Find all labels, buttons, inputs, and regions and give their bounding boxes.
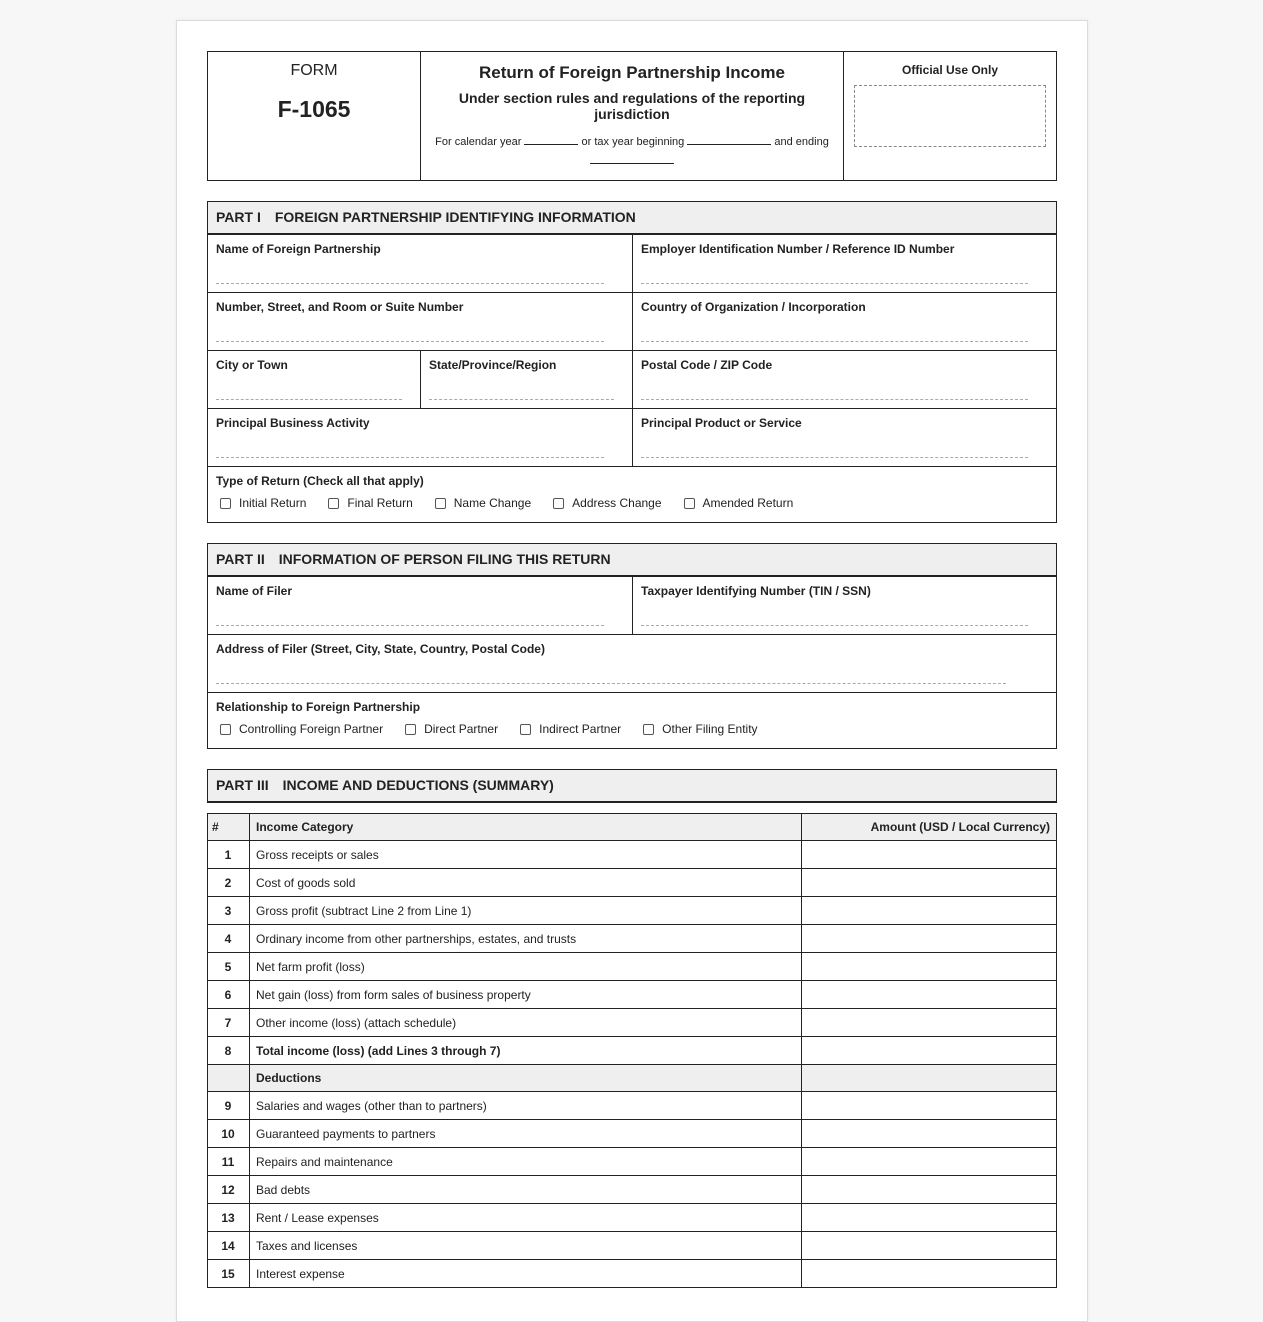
- part-1: [207, 201, 1057, 523]
- part-2-label: PART II: [216, 551, 265, 567]
- line-number: 4: [208, 925, 250, 953]
- postal-line: [641, 399, 1028, 400]
- amount-field[interactable]: [802, 1120, 1057, 1148]
- relationship-other[interactable]: [643, 722, 757, 736]
- partnership-name-field[interactable]: [208, 235, 632, 292]
- state-label: State/Province/Region: [429, 358, 557, 372]
- checkbox[interactable]: [553, 498, 564, 509]
- table-row: [208, 1232, 1057, 1260]
- table-row: [208, 981, 1057, 1009]
- amount-field: [802, 1065, 1057, 1092]
- col-num-header: #: [208, 814, 250, 841]
- form-number: F-1065: [277, 96, 351, 122]
- section-row: [208, 1065, 1057, 1092]
- return-type-name-change[interactable]: [435, 496, 531, 510]
- part-1-row-activity: [208, 409, 1056, 467]
- part-3: [207, 769, 1057, 803]
- amount-field[interactable]: [802, 1204, 1057, 1232]
- relationship-options: [216, 722, 1048, 736]
- form-title-box: [421, 52, 844, 180]
- amount-field[interactable]: [802, 953, 1057, 981]
- activity-field[interactable]: [208, 409, 632, 466]
- line-label: Other income (loss) (attach schedule): [250, 1009, 802, 1037]
- checkbox-label: Other Filing Entity: [662, 722, 758, 736]
- table-row: [208, 1260, 1057, 1288]
- line-number: 13: [208, 1204, 250, 1232]
- part-2-row-filer: [208, 577, 1056, 635]
- table-row: [208, 1009, 1057, 1037]
- line-label: Cost of goods sold: [250, 869, 802, 897]
- amount-field[interactable]: [802, 1232, 1057, 1260]
- filer-address-line: [216, 683, 1006, 684]
- amount-field[interactable]: [802, 981, 1057, 1009]
- postal-field[interactable]: [632, 351, 1056, 408]
- partnership-name-label: Name of Foreign Partnership: [216, 242, 381, 256]
- table-row: [208, 953, 1057, 981]
- relationship-controlling[interactable]: [220, 722, 383, 736]
- table-row: [208, 1037, 1057, 1065]
- line-number: 12: [208, 1176, 250, 1204]
- line-label: Ordinary income from other partnerships, estates, and trusts: [250, 925, 802, 953]
- amount-field[interactable]: [802, 869, 1057, 897]
- street-line: [216, 341, 604, 342]
- form-header: [207, 51, 1057, 181]
- return-type-initial[interactable]: [220, 496, 306, 510]
- line-label: Total income (loss) (add Lines 3 through 7): [250, 1037, 802, 1065]
- return-type-amended[interactable]: [684, 496, 794, 510]
- checkbox-label: Controlling Foreign Partner: [239, 722, 384, 736]
- line-label: Gross profit (subtract Line 2 from Line 1): [250, 897, 802, 925]
- country-label: Country of Organization / Incorporation: [641, 300, 866, 314]
- part-1-label: PART I: [216, 209, 261, 225]
- tax-year-end-field[interactable]: [590, 151, 674, 164]
- ein-field[interactable]: [632, 235, 1056, 292]
- tin-label: Taxpayer Identifying Number (TIN / SSN): [641, 584, 871, 598]
- relationship-row: [208, 693, 1056, 748]
- part-1-header: [208, 202, 1056, 235]
- checkbox[interactable]: [220, 724, 231, 735]
- income-table: [207, 813, 1057, 1288]
- filer-name-field[interactable]: [208, 577, 632, 634]
- line-number: 7: [208, 1009, 250, 1037]
- checkbox[interactable]: [435, 498, 446, 509]
- amount-field[interactable]: [802, 897, 1057, 925]
- line-label: Taxes and licenses: [250, 1232, 802, 1260]
- line-number: 5: [208, 953, 250, 981]
- relationship-direct[interactable]: [405, 722, 498, 736]
- product-field[interactable]: [632, 409, 1056, 466]
- line-number: 9: [208, 1092, 250, 1120]
- postal-label: Postal Code / ZIP Code: [641, 358, 773, 372]
- city-line: [216, 399, 402, 400]
- line-label: Bad debts: [250, 1176, 802, 1204]
- return-type-address-change[interactable]: [553, 496, 661, 510]
- line-label: Gross receipts or sales: [250, 841, 802, 869]
- tin-line: [641, 625, 1028, 626]
- part-1-title: FOREIGN PARTNERSHIP IDENTIFYING INFORMATION: [274, 209, 636, 225]
- line-label: Deductions: [250, 1065, 802, 1092]
- return-type-row: [208, 467, 1056, 522]
- relationship-indirect[interactable]: [520, 722, 621, 736]
- line-label: Net farm profit (loss): [250, 953, 802, 981]
- line-number: 6: [208, 981, 250, 1009]
- part-1-row-address: [208, 293, 1056, 351]
- income-table-body: [208, 841, 1057, 1288]
- amount-field[interactable]: [802, 1037, 1057, 1065]
- line-number: 3: [208, 897, 250, 925]
- amount-field[interactable]: [802, 1009, 1057, 1037]
- tax-year-begin-field[interactable]: [687, 132, 771, 145]
- ein-label: Employer Identification Number / Reference ID Number: [641, 242, 955, 256]
- form-word: FORM: [290, 62, 338, 79]
- amount-field[interactable]: [802, 841, 1057, 869]
- checkbox-label: Name Change: [453, 496, 532, 510]
- filer-name-label: Name of Filer: [216, 584, 293, 598]
- amount-field[interactable]: [802, 1260, 1057, 1288]
- form-page: [176, 20, 1088, 1322]
- line-number: 2: [208, 869, 250, 897]
- return-type-options: [216, 496, 1048, 510]
- ending-label: and ending: [774, 136, 829, 148]
- street-label: Number, Street, and Room or Suite Number: [216, 300, 464, 314]
- line-number: [208, 1065, 250, 1092]
- official-use-label: Official Use Only: [901, 63, 999, 77]
- table-row: [208, 1120, 1057, 1148]
- part-3-header: [208, 770, 1056, 802]
- amount-field[interactable]: [802, 1148, 1057, 1176]
- form-id-box: [208, 52, 421, 180]
- ein-line: [641, 283, 1028, 284]
- col-amount-header: Amount (USD / Local Currency): [802, 814, 1057, 841]
- checkbox-label: Indirect Partner: [539, 722, 622, 736]
- activity-label: Principal Business Activity: [216, 416, 370, 430]
- checkbox[interactable]: [520, 724, 531, 735]
- checkbox-label: Amended Return: [702, 496, 794, 510]
- table-row: [208, 897, 1057, 925]
- filer-name-line: [216, 625, 604, 626]
- activity-line: [216, 457, 604, 458]
- calendar-year-field[interactable]: [524, 132, 578, 145]
- part-2-row-address: [208, 635, 1056, 693]
- table-row: [208, 1092, 1057, 1120]
- part-2: [207, 543, 1057, 749]
- income-table-header: [208, 814, 1057, 841]
- line-number: 1: [208, 841, 250, 869]
- table-row: [208, 869, 1057, 897]
- line-label: Net gain (loss) from form sales of business property: [250, 981, 802, 1009]
- relationship-label: Relationship to Foreign Partnership: [216, 700, 421, 714]
- form-title: Return of Foreign Partnership Income: [478, 63, 786, 82]
- filer-address-field[interactable]: [208, 635, 1056, 692]
- line-number: 15: [208, 1260, 250, 1288]
- checkbox[interactable]: [328, 498, 339, 509]
- tin-field[interactable]: [632, 577, 1056, 634]
- amount-field[interactable]: [802, 925, 1057, 953]
- part-1-row-city: [208, 351, 1056, 409]
- line-number: 10: [208, 1120, 250, 1148]
- line-label: Interest expense: [250, 1260, 802, 1288]
- table-row: [208, 1176, 1057, 1204]
- tax-year-label: or tax year beginning: [581, 136, 685, 148]
- checkbox-label: Initial Return: [239, 496, 307, 510]
- part-2-title: INFORMATION OF PERSON FILING THIS RETURN: [278, 551, 611, 567]
- country-field[interactable]: [632, 293, 1056, 350]
- state-line: [429, 399, 614, 400]
- amount-field[interactable]: [802, 1092, 1057, 1120]
- checkbox-label: Address Change: [572, 496, 662, 510]
- part-3-title: INCOME AND DEDUCTIONS (SUMMARY): [282, 777, 554, 793]
- part-2-header: [208, 544, 1056, 577]
- line-number: 11: [208, 1148, 250, 1176]
- return-type-final[interactable]: [328, 496, 412, 510]
- street-field[interactable]: [208, 293, 632, 350]
- checkbox-label: Final Return: [347, 496, 413, 510]
- form-subtitle: Under section rules and regulations of the reporting jurisdiction: [458, 90, 806, 122]
- col-category-header: Income Category: [250, 814, 802, 841]
- line-number: 14: [208, 1232, 250, 1260]
- checkbox[interactable]: [643, 724, 654, 735]
- line-number: 8: [208, 1037, 250, 1065]
- state-field[interactable]: [420, 351, 632, 408]
- partnership-name-line: [216, 283, 604, 284]
- form-content: [207, 51, 1057, 1288]
- line-label: Rent / Lease expenses: [250, 1204, 802, 1232]
- part-1-row-name: [208, 235, 1056, 293]
- amount-field[interactable]: [802, 1176, 1057, 1204]
- return-type-label: Type of Return (Check all that apply): [216, 474, 424, 488]
- official-use-box: [844, 52, 1056, 180]
- checkbox[interactable]: [405, 724, 416, 735]
- table-row: [208, 925, 1057, 953]
- product-line: [641, 457, 1028, 458]
- part-3-label: PART III: [216, 777, 269, 793]
- checkbox[interactable]: [684, 498, 695, 509]
- table-row: [208, 841, 1057, 869]
- table-row: [208, 1148, 1057, 1176]
- table-row: [208, 1204, 1057, 1232]
- line-label: Repairs and maintenance: [250, 1148, 802, 1176]
- checkbox-label: Direct Partner: [424, 722, 499, 736]
- calendar-year-label: For calendar year: [435, 136, 522, 148]
- city-field[interactable]: [208, 351, 420, 408]
- line-label: Guaranteed payments to partners: [250, 1120, 802, 1148]
- country-line: [641, 341, 1028, 342]
- calendar-year-line: [429, 132, 835, 170]
- line-label: Salaries and wages (other than to partners): [250, 1092, 802, 1120]
- checkbox[interactable]: [220, 498, 231, 509]
- filer-address-label: Address of Filer (Street, City, State, Country, Postal Code): [216, 642, 545, 656]
- city-label: City or Town: [216, 358, 288, 372]
- product-label: Principal Product or Service: [641, 416, 802, 430]
- official-use-area: [854, 85, 1046, 147]
